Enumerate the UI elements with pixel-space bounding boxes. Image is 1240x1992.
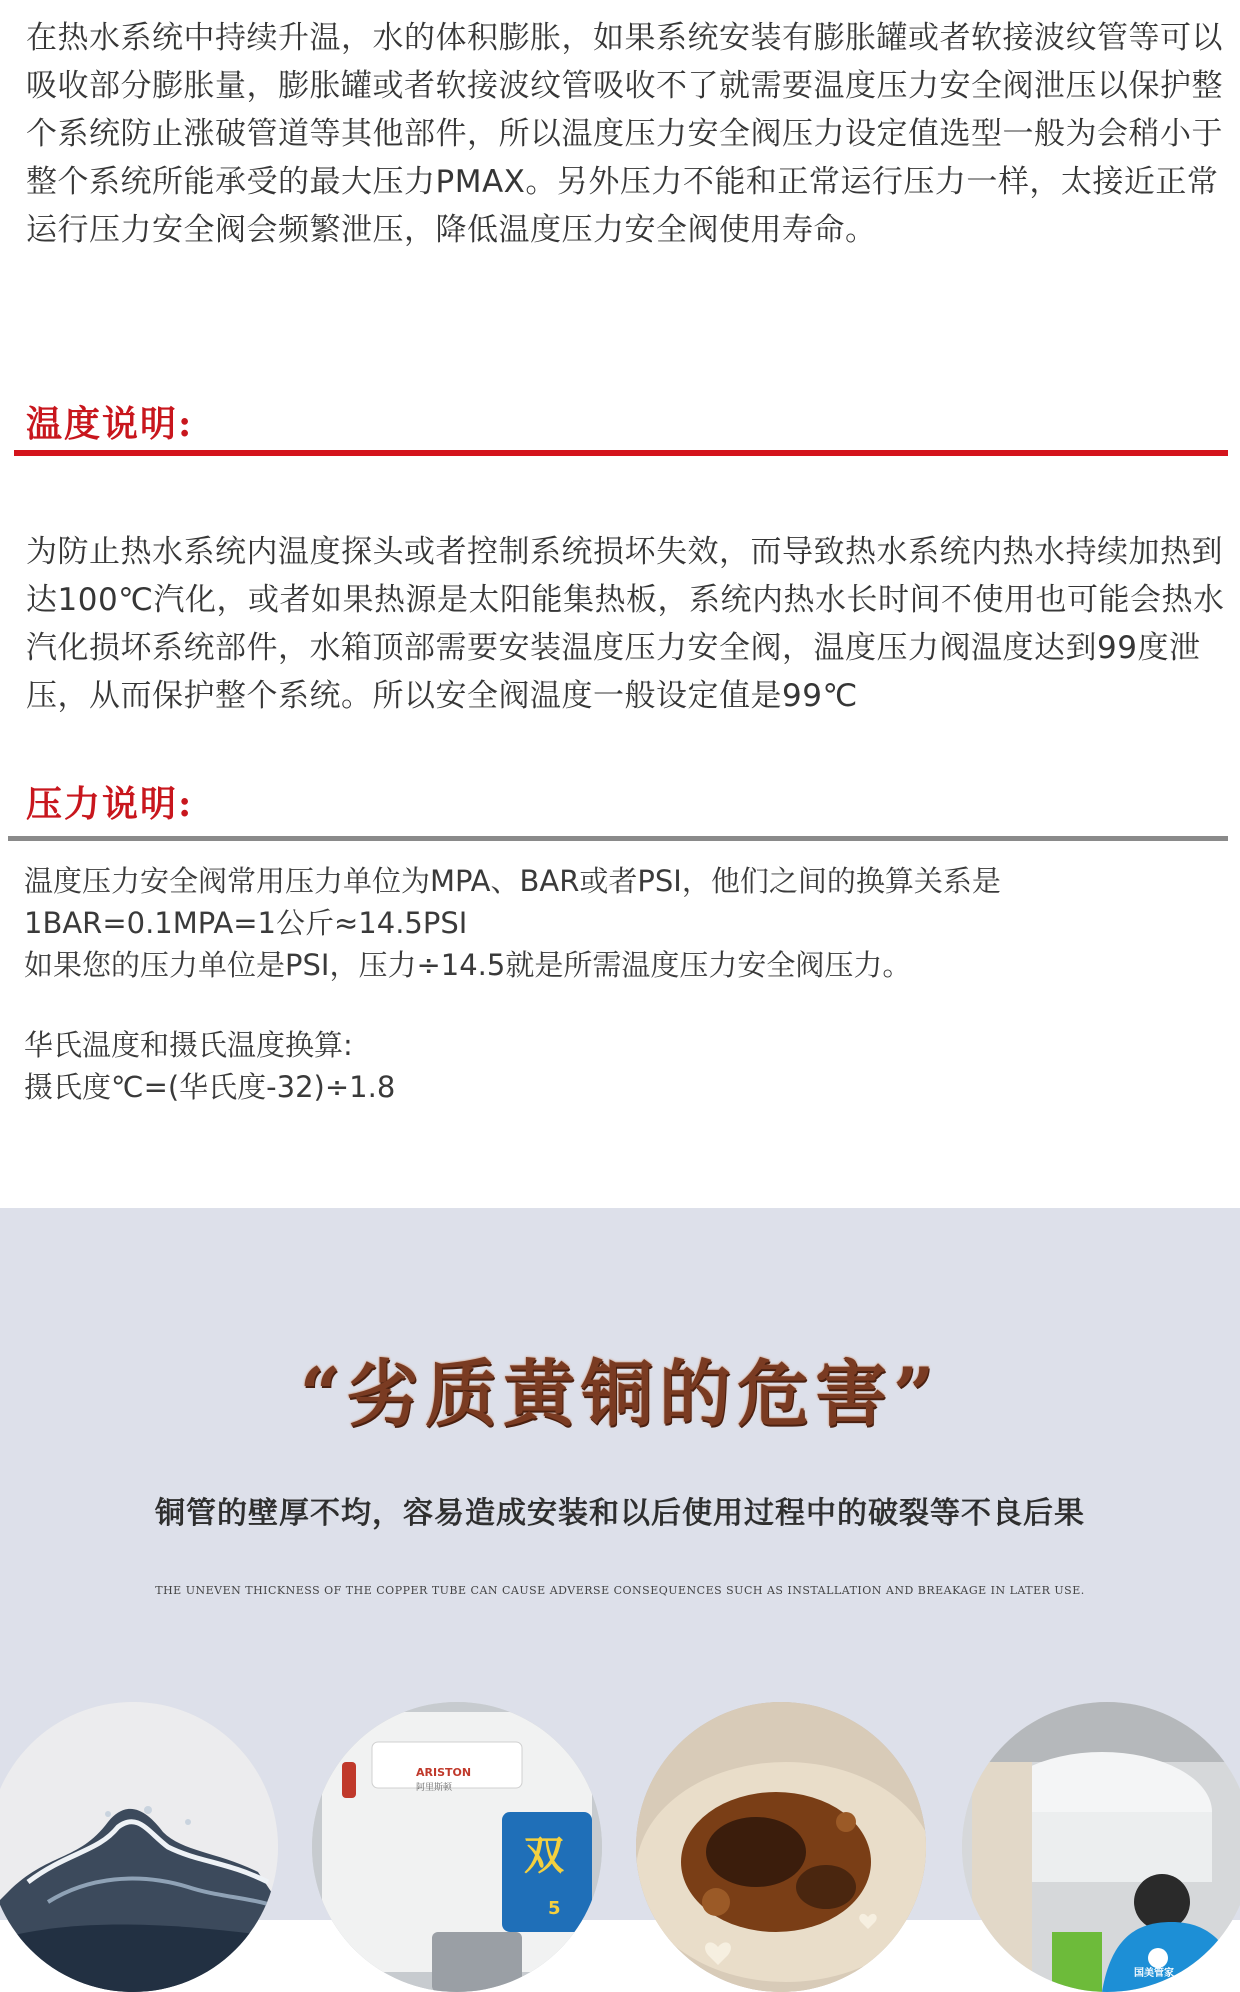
technician-badge: 国美管家 bbox=[1134, 1968, 1174, 1979]
pressure-line: 如果您的压力单位是PSI，压力÷14.5就是所需温度压力安全阀压力。 bbox=[24, 948, 912, 982]
hazard-title: “劣质黄铜的危害” bbox=[299, 1351, 941, 1436]
pressure-line: 温度压力安全阀常用压力单位为MPA、BAR或者PSI，他们之间的换算关系是 bbox=[24, 864, 1001, 898]
pressure-heading: 压力说明: bbox=[26, 783, 194, 825]
temperature-heading: 温度说明: bbox=[26, 403, 194, 445]
temperature-paragraph: 为防止热水系统内温度探头或者控制系统损坏失效，而导致热水系统内热水持续加热到达100℃汽化，或者如果热源是太阳能集热板，系统内热水长时间不使用也可能会热水汽化损坏系统部件，水箱顶部需要安装温度压力安全阀，温度压力阀温度达到99度泄压，从而保护整个系统。所以安全阀温度一般设定值是99℃ bbox=[26, 534, 1225, 714]
water-splash-photo bbox=[0, 1702, 278, 1992]
technician-photo bbox=[962, 1702, 1240, 1992]
pressure-line: 1BAR=0.1MPA=1公斤≈14.5PSI bbox=[24, 906, 468, 940]
pressure-divider bbox=[8, 836, 1228, 841]
corroded-pipe-icon bbox=[636, 1702, 926, 1992]
temperature-conversion bbox=[24, 1024, 1224, 1108]
conversion-line: 摄氏度℃=(华氏度-32)÷1.8 bbox=[24, 1070, 396, 1104]
corroded-pipe-photo bbox=[636, 1702, 926, 1992]
hazard-english-caption: THE UNEVEN THICKNESS OF THE COPPER TUBE CAN CAUSE ADVERSE CONSEQUENCES SUCH AS INSTALLATION AND BREAKAGE IN LATER USE. bbox=[155, 1584, 1085, 1597]
intro-paragraph: 在热水系统中持续升温，水的体积膨胀，如果系统安装有膨胀罐或者软接波纹管等可以吸收部分膨胀量，膨胀罐或者软接波纹管吸收不了就需要温度压力安全阀泄压以保护整个系统防止涨破管道等其他部件，所以温度压力安全阀压力设定值选型一般为会稍小于整个系统所能承受的最大压力PMAX。另外压力不能和正常运行压力一样，太接近正常运行压力安全阀会频繁泄压，降低温度压力安全阀使用寿命。 bbox=[26, 20, 1223, 248]
hazard-subtitle: 铜管的壁厚不均，容易造成安装和以后使用过程中的破裂等不良后果 bbox=[155, 1496, 1085, 1531]
water-heater-photo bbox=[312, 1702, 602, 1992]
heater-sticker-number: 5 bbox=[548, 1898, 561, 1919]
technician-icon bbox=[962, 1702, 1240, 1992]
brass-hazard-section bbox=[0, 1208, 1240, 1979]
heater-logo-sub: 阿里斯顿 bbox=[416, 1783, 453, 1793]
conversion-line: 华氏温度和摄氏温度换算: bbox=[24, 1028, 353, 1062]
water-splash-icon bbox=[0, 1702, 278, 1992]
temperature-divider bbox=[14, 450, 1228, 456]
pressure-paragraph bbox=[24, 860, 1224, 986]
heater-logo: ARISTON bbox=[416, 1766, 472, 1779]
heater-sticker: 双 bbox=[524, 1833, 564, 1879]
